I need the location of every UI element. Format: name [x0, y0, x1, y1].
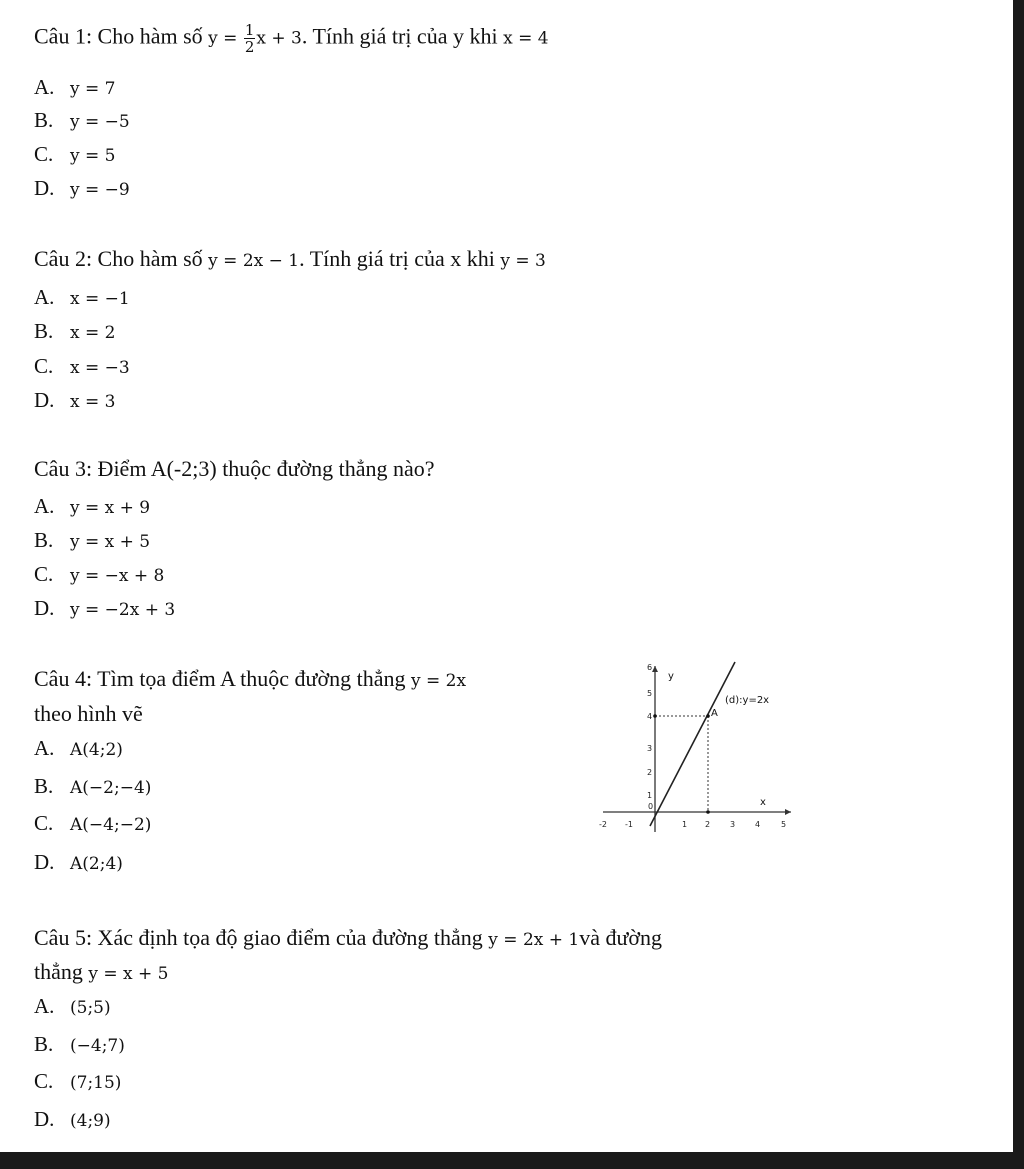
question-2-condition: y = 3: [500, 251, 546, 271]
option-value: x = −3: [70, 358, 130, 378]
option-label: A.: [34, 285, 55, 309]
option-value: y = −5: [70, 112, 130, 132]
line-d: [650, 662, 735, 826]
option-value: y = −2x + 3: [70, 600, 176, 620]
option-value: y = −9: [70, 180, 130, 200]
x-axis-label: x: [760, 797, 766, 808]
y-tick-3: 3: [647, 744, 653, 753]
line-d-label: (d):y=2x: [725, 695, 770, 706]
question-5-suffix: và đường: [579, 925, 663, 950]
option-label: A.: [34, 75, 55, 99]
question-1-option-d[interactable]: [34, 175, 130, 203]
option-label: B.: [34, 319, 54, 343]
x-tick-4: 4: [755, 820, 761, 829]
x-tick-1: 1: [682, 820, 688, 829]
option-value: (4;9): [70, 1111, 111, 1131]
question-3-option-a[interactable]: [34, 493, 150, 521]
option-value: x = 2: [70, 323, 116, 343]
question-5-formula: y = 2x + 1: [488, 930, 580, 950]
fraction-numerator: 1: [244, 21, 255, 39]
y-tick-4: 4: [647, 712, 653, 721]
option-label: D.: [34, 388, 55, 412]
question-4-option-b[interactable]: [34, 773, 151, 801]
option-value: y = 7: [70, 79, 116, 99]
question-2-option-c[interactable]: [34, 353, 130, 381]
option-value: y = −x + 8: [70, 566, 165, 586]
fraction-denominator: 2: [244, 38, 255, 56]
question-3-option-b[interactable]: [34, 527, 150, 555]
question-2-suffix: . Tính giá trị của x khi: [299, 246, 501, 271]
option-value: y = x + 9: [70, 498, 151, 518]
y-tick-5: 5: [647, 689, 653, 698]
question-4-prefix: Câu 4: Tìm tọa điểm A thuộc đường thẳng: [34, 666, 411, 691]
option-label: A.: [34, 994, 55, 1018]
question-4-option-c[interactable]: [34, 810, 151, 838]
question-4-graph: [595, 660, 795, 840]
question-5-option-d[interactable]: [34, 1106, 111, 1134]
option-label: A.: [34, 736, 55, 760]
question-1-formula-end: x + 3: [256, 28, 302, 49]
question-3-title: Câu 3: Điểm A(-2;3) thuộc đường thẳng nào?: [34, 456, 435, 481]
option-value: A(4;2): [70, 740, 123, 760]
question-1-title: [34, 22, 549, 55]
question-5-title: [34, 925, 662, 953]
question-2-prefix: Câu 2: Cho hàm số: [34, 246, 209, 271]
question-1-option-c[interactable]: [34, 141, 115, 169]
option-value: (−4;7): [70, 1036, 125, 1056]
option-label: D.: [34, 850, 55, 874]
option-label: D.: [34, 596, 55, 620]
point-a-label: A: [711, 708, 718, 719]
option-label: A.: [34, 494, 55, 518]
option-label: C.: [34, 142, 54, 166]
option-label: C.: [34, 562, 54, 586]
question-1-suffix: . Tính giá trị của y khi: [301, 23, 504, 49]
question-1-prefix: Câu 1: Cho hàm số: [34, 23, 209, 49]
question-2-option-b[interactable]: [34, 318, 115, 346]
option-label: C.: [34, 354, 54, 378]
question-2-option-d[interactable]: [34, 387, 115, 415]
question-1-option-b[interactable]: [34, 107, 130, 135]
option-label: B.: [34, 774, 54, 798]
question-4-title: [34, 666, 466, 694]
option-value: (5;5): [70, 998, 111, 1018]
x-tick-2: 2: [705, 820, 711, 829]
y-axis-arrow-icon: [652, 666, 658, 672]
question-4-formula: y = 2x: [410, 671, 467, 691]
option-label: D.: [34, 1107, 55, 1131]
question-3-option-c[interactable]: [34, 561, 164, 589]
point-a-marker: [706, 714, 710, 718]
option-value: A(2;4): [70, 854, 123, 874]
y-axis-label: y: [668, 671, 674, 682]
question-1-formula-start: y =: [208, 28, 243, 49]
question-4-option-d[interactable]: [34, 849, 123, 877]
question-2-option-a[interactable]: [34, 284, 130, 312]
question-3-option-d[interactable]: [34, 595, 175, 623]
question-1-option-a[interactable]: [34, 74, 115, 102]
origin-label: 0: [648, 802, 654, 811]
question-4-option-a[interactable]: [34, 735, 123, 763]
option-label: B.: [34, 1032, 54, 1056]
option-value: y = 5: [70, 146, 116, 166]
question-2-title: [34, 246, 546, 274]
option-label: B.: [34, 528, 54, 552]
option-label: C.: [34, 811, 54, 835]
x-axis-arrow-icon: [785, 809, 791, 815]
question-5-option-a[interactable]: [34, 993, 111, 1021]
y-tick-2: 2: [647, 768, 653, 777]
y-tick-point: [653, 714, 657, 718]
question-2-formula: y = 2x − 1: [208, 251, 300, 271]
x-tick-neg-1: -1: [625, 820, 633, 829]
y-tick-6: 6: [647, 663, 653, 672]
option-value: x = −1: [70, 289, 130, 309]
option-value: x = 3: [70, 392, 116, 412]
question-5-option-c[interactable]: [34, 1068, 121, 1096]
x-tick-point: [706, 810, 710, 814]
question-1-condition: x = 4: [503, 28, 549, 49]
question-5-line-2-formula: y = x + 5: [88, 964, 169, 984]
option-value: A(−2;−4): [70, 778, 152, 798]
option-value: A(−4;−2): [70, 815, 152, 835]
x-tick-5: 5: [781, 820, 787, 829]
question-4-title-line-2: theo hình vẽ: [34, 701, 143, 726]
question-5-option-b[interactable]: [34, 1031, 125, 1059]
x-tick-3: 3: [730, 820, 736, 829]
option-label: C.: [34, 1069, 54, 1093]
option-label: B.: [34, 108, 54, 132]
x-tick-neg-2: -2: [599, 820, 607, 829]
option-value: (7;15): [70, 1073, 122, 1093]
question-1-fraction: [244, 22, 256, 55]
question-5-title-line-2: [34, 959, 169, 987]
question-5-prefix: Câu 5: Xác định tọa độ giao điểm của đường thẳng: [34, 925, 489, 950]
question-5-line-2-prefix: thẳng: [34, 959, 89, 984]
y-tick-1: 1: [647, 791, 653, 800]
option-label: D.: [34, 176, 55, 200]
option-value: y = x + 5: [70, 532, 151, 552]
